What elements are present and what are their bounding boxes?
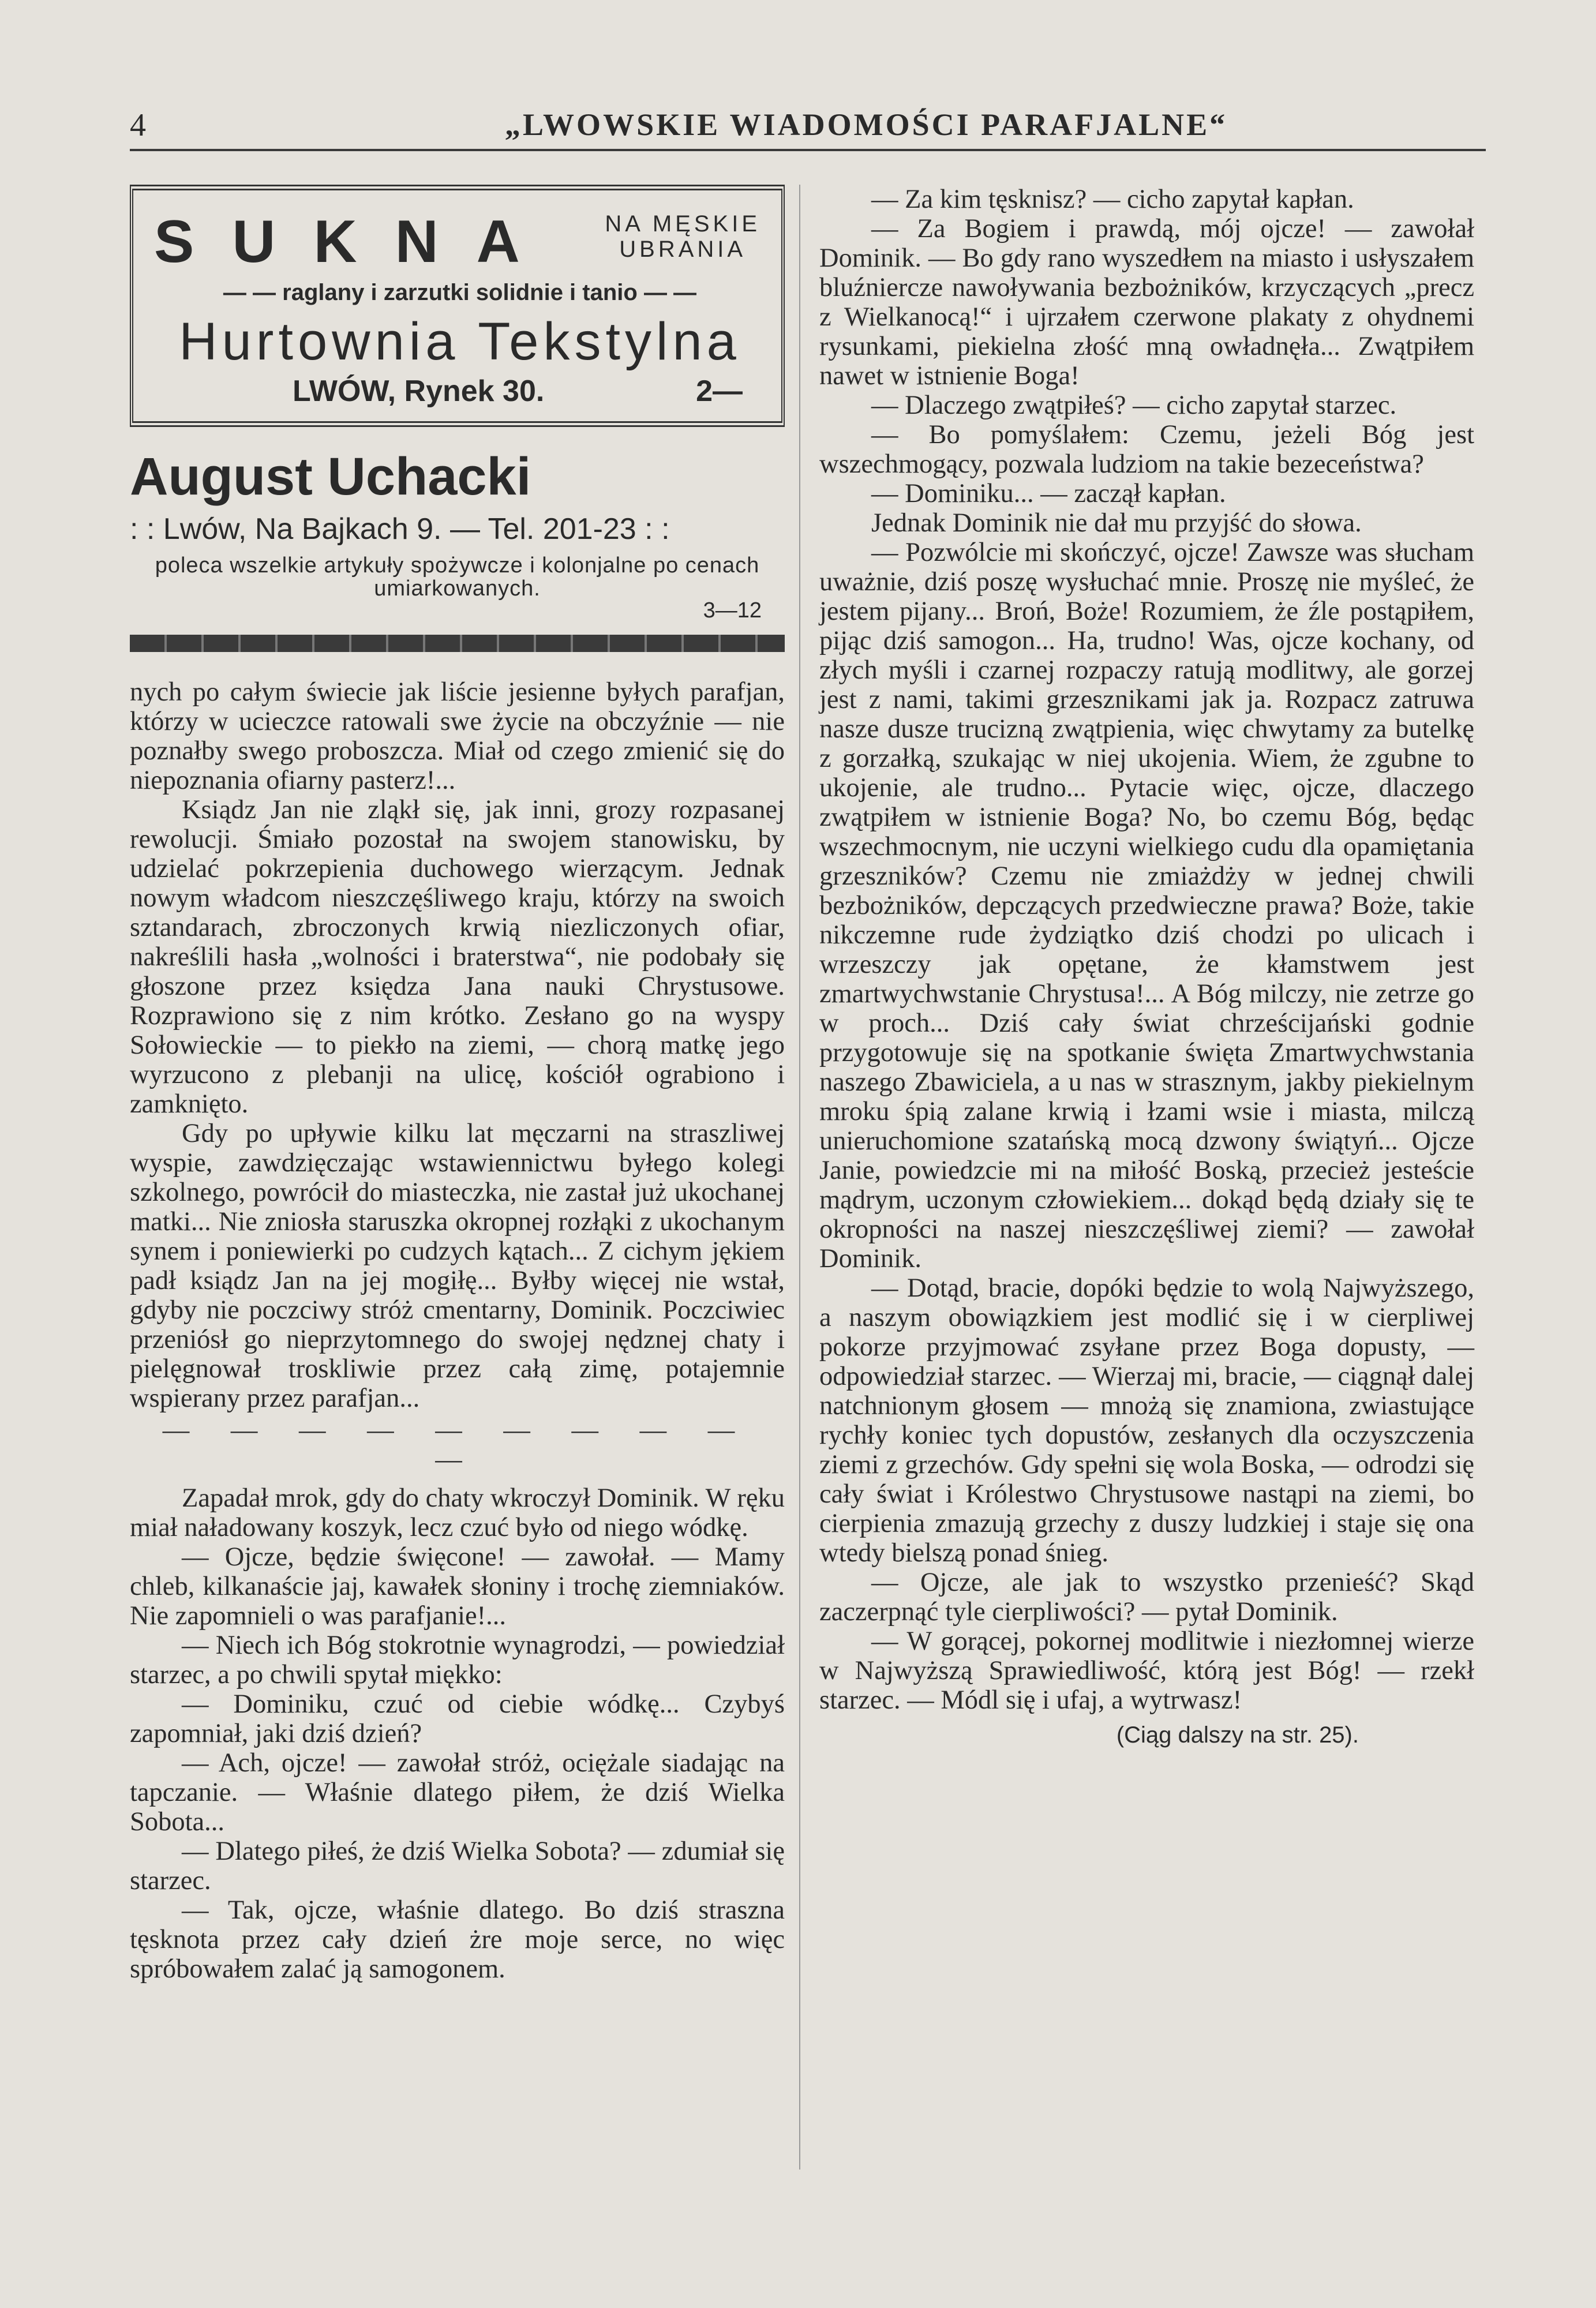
paragraph: nych po całym świecie jak liście jesienne byłych parafjan, którzy w ucieczce ratowali swe życie na obczyźnie — nie poznałby swego proboszcza. Miał od czego zmienić się do niepoznania ofiarny pasterz!... xyxy=(130,677,785,795)
ad-sukna-code: 2— xyxy=(696,374,743,408)
paragraph: — Tak, ojcze, właśnie dlatego. Bo dziś straszna tęsknota przez cały dzień żre moje serce, no więc spróbowałem zalać ją samogonem. xyxy=(130,1895,785,1984)
ad-uchacki-name: August Uchacki xyxy=(130,447,531,506)
article-left-text xyxy=(130,677,785,1984)
ad-uchacki-code: 3—12 xyxy=(703,598,762,623)
left-column xyxy=(130,185,785,1984)
ad-sukna-note-line2: UBRANIA xyxy=(619,237,747,262)
ad-sukna-address: LWÓW, Rynek 30. xyxy=(293,374,545,408)
continued-note: (Ciąg dalszy na str. 25). xyxy=(1116,1722,1359,1748)
ad-uchacki-description: poleca wszelkie artykuły spożywcze i kolonjalne po cenach umiarkowanych. xyxy=(155,553,760,601)
ad-separator-bar xyxy=(130,635,785,652)
paragraph: — Za Bogiem i prawdą, mój ojcze! — zawołał Dominik. — Bo gdy rano wyszedłem na miasto i usłyszałem bluźniercze nawoływania bezbożników, krzyczących „precz z Wielkanocą!“ i ujrzałem czerwone plakaty z ohydnemi rysunkami, piekielna złość mną owładnęła... Zwątpiłem nawet w istnienie Boga! xyxy=(819,214,1474,391)
paragraph: Zapadał mrok, gdy do chaty wkroczył Dominik. W ręku miał naładowany koszyk, lecz czuć było od niego wódkę. xyxy=(130,1483,785,1542)
ad-sukna-note-line1: NA MĘSKIE xyxy=(605,211,760,237)
paragraph: — Dlatego piłeś, że dziś Wielka Sobota? — zdumiał się starzec. xyxy=(130,1837,785,1895)
paragraph: — Niech ich Bóg stokrotnie wynagrodzi, — powiedział starzec, a po chwili spytał miękko: xyxy=(130,1631,785,1689)
running-header xyxy=(130,107,1489,153)
paragraph: Jednak Dominik nie dał mu przyjść do słowa. xyxy=(871,508,1362,538)
ad-sukna-title: SUKNA xyxy=(154,208,558,275)
paragraph: — Bo pomyślałem: Czemu, jeżeli Bóg jest wszechmogący, pozwala ludziom na takie bezeceństwa? xyxy=(819,420,1474,479)
paragraph: Ksiądz Jan nie zląkł się, jak inni, grozy rozpasanej rewolucji. Śmiało pozostał na swojem stanowisku, by udzielać pokrzepienia duchowego wierzącym. Jednak nowym władcom nieszczęśliwego kraju, którzy na swoich sztandarach, zbroczonych krwią niezliczonych ofiar, nakreślili hasła „wolności i braterstwa“, nie podobały się głoszone przez księdza Jana nauki Chrystusowe. Rozprawiono się z nim krótko. Zesłano go na wyspy Sołowieckie — to piekło na ziemi, — chorą matkę jego wyrzucono z plebanji na ulicę, kościół ograbiono i zamknięto. xyxy=(130,795,785,1119)
paragraph: — Za kim tęsknisz? — cicho zapytał kapłan. xyxy=(871,185,1354,214)
page-number: 4 xyxy=(130,107,146,143)
paragraph: — W gorącej, pokornej modlitwie i niezłomnej wierze w Najwyższą Sprawiedliwość, którą jest Bóg! — rzekł starzec. — Módl się i ufaj, a wytrwasz! xyxy=(819,1627,1474,1715)
paragraph: Gdy po upływie kilku lat męczarni na straszliwej wyspie, zawdzięczając wstawiennictwu byłego kolegi szkolnego, powrócił do miasteczka, nie zastał już ukochanej matki... Nie zniosła staruszka okropnej rozłąki z ukochanym synem i poniewierki po cudzych kątach... Z cichym jękiem padł ksiądz Jan na jej mogiłę... Byłby więcej nie wstał, gdyby nie poczciwy stróż cmentarny, Dominik. Poczciwiec przeniósł go nieprzytomnego do swojej nędznej chaty i pielęgnował troskliwie przez całą zimę, potajemnie wspierany przez parafjan... xyxy=(130,1119,785,1413)
article-right-text xyxy=(819,185,1474,1750)
ad-uchacki xyxy=(130,449,785,652)
paragraph: — Ojcze, ale jak to wszystko przenieść? Skąd zaczerpnąć tyle cierpliwości? — pytał Dominik. xyxy=(819,1568,1474,1627)
running-title: „LWOWSKIE WIADOMOŚCI PARAFJALNE“ xyxy=(505,107,1228,142)
right-column xyxy=(819,185,1474,1750)
paragraph: — Ach, ojcze! — zawołał stróż, ociężale siadając na tapczanie. — Właśnie dlatego piłem, że dziś Wielka Sobota... xyxy=(130,1748,785,1837)
paragraph: — Dominiku... — zaczął kapłan. xyxy=(871,479,1226,508)
section-separator: — — — — — — — — — — xyxy=(162,1415,752,1474)
ad-uchacki-address: : : Lwów, Na Bajkach 9. — Tel. 201-23 : : xyxy=(130,512,670,546)
column-divider xyxy=(799,185,800,2170)
paragraph: — Dominiku, czuć od ciebie wódkę... Czybyś zapomniał, jaki dziś dzień? xyxy=(130,1689,785,1748)
ad-sukna-items: — — raglany i zarzutki solidnie i tanio — — xyxy=(223,280,697,305)
ad-sukna xyxy=(130,185,785,427)
paragraph: — Dotąd, bracie, dopóki będzie to wolą Najwyższego, a naszym obowiązkiem jest modlić się i w cierpliwej pokorze przyjmować zsyłane przez Boga dopusty, — odpowiedział starzec. — Wierzaj mi, bracie, — ciągnął dalej natchnionym głosem — mnożą się znamiona, zwiastujące rychły koniec tych dopustów, zesłanych dla oczyszczenia ziemi z grzechów. Gdy spełni się wola Boska, — odrodzi się cały świat i Królestwo Chrystusowe nastąpi na ziemi, bo cierpienia zmazują grzechy z duszy ludzkiej i staje się ona wtedy bielszą ponad śnieg. xyxy=(819,1273,1474,1568)
ad-sukna-company: Hurtownia Tekstylna xyxy=(179,312,741,371)
paragraph: — Ojcze, będzie święcone! — zawołał. — Mamy chleb, kilkanaście jaj, kawałek słoniny i trochę ziemniaków. Nie zapomnieli o was parafjanie!... xyxy=(130,1542,785,1631)
paragraph: — Pozwólcie mi skończyć, ojcze! Zawsze was słucham uważnie, dziś poszę wysłuchać mnie. Proszę nie myśleć, że jestem pijany... Broń, Boże! Rozumiem, że źle postąpiłem, pijąc dziś samogon... Ha, trudno! Was, ojcze kochany, od złych myśli i czarnej rozpaczy ratują modlitwy, ale gorzej jest z nami, takimi grzesznikami jak ja. Rozpacz zatruwa nasze dusze trucizną zwątpienia, więc chwytamy za butelkę z gorzałką, szukając w niej ukojenia. Wiem, że zgubne to ukojenie, ale trudno... Pytacie więc, ojcze, dlaczego zwątpiłem w istnienie Boga? No, bo czemu Bóg, będąc wszechmocnym, nie uczyni wielkiego cudu dla opamiętania grzeszników? Czemu nie zmiażdży w jednej chwili bezbożników, depczących przedwieczne prawa? Boże, takie nikczemne rude żydziątko dziś chodzi po ulicach i wrzeszczy jak opętane, że kłamstwem jest zmartwychwstanie Chrystusa!... A Bóg milczy, nie zetrze go w proch... Dziś cały świat chrześcijański godnie przygotowuje się na spotkanie święta Zmartwychwstania naszego Zbawiciela, a u nas w strasznym, jakby piekielnym mroku śpią zalane krwią i łzami wsie i miasta, milczą unieruchomione szatańską mocą dzwony świątyń... Ojcze Janie, powiedzcie mi na miłość Boską, przecież jesteście mądrym, uczonym człowiekiem... dokąd będą działy się te okropności na naszej nieszczęśliwej ziemi? — zawołał Dominik. xyxy=(819,538,1474,1273)
header-rule xyxy=(130,149,1486,151)
paragraph: — Dlaczego zwątpiłeś? — cicho zapytał starzec. xyxy=(871,391,1397,420)
ad-sukna-note xyxy=(605,211,760,262)
